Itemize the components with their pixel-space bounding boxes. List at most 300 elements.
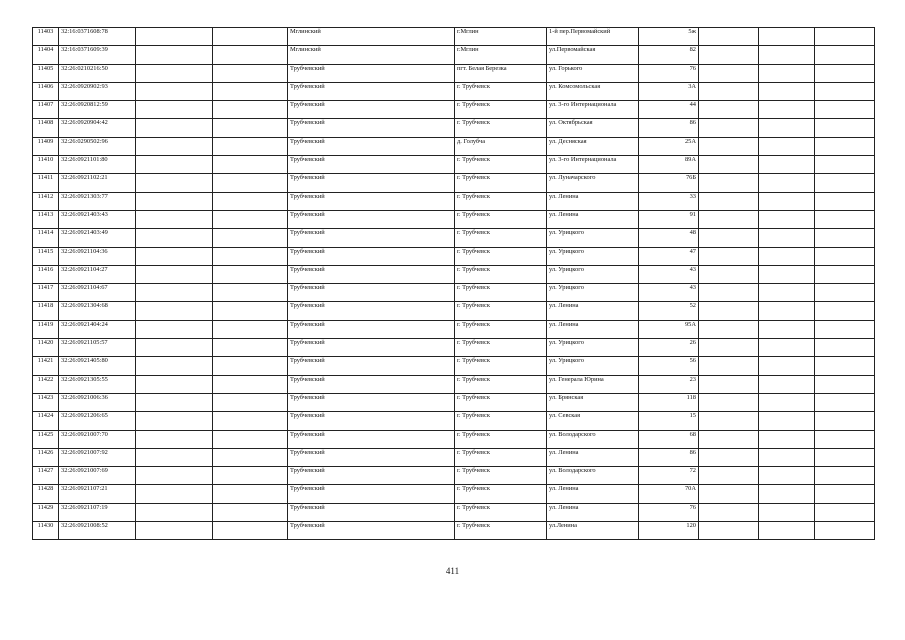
street-cell: ул. Ленина xyxy=(547,503,639,521)
empty-cell xyxy=(815,430,875,448)
table-row xyxy=(33,357,875,375)
district-cell: Мглинский xyxy=(288,28,455,46)
empty-cell xyxy=(136,302,213,320)
empty-cell xyxy=(136,28,213,46)
empty-cell xyxy=(699,28,759,46)
house-number-cell: 76 xyxy=(639,503,699,521)
table-row xyxy=(33,284,875,302)
settlement-cell: г. Трубчевск xyxy=(455,430,547,448)
house-number-cell: 43 xyxy=(639,265,699,283)
house-number-cell: 44 xyxy=(639,101,699,119)
empty-cell xyxy=(699,503,759,521)
empty-cell xyxy=(759,503,815,521)
table-row xyxy=(33,265,875,283)
empty-cell xyxy=(699,357,759,375)
table-row xyxy=(33,375,875,393)
district-cell: Трубчевский xyxy=(288,448,455,466)
empty-cell xyxy=(759,229,815,247)
empty-cell xyxy=(213,46,288,64)
street-cell: ул. Брянская xyxy=(547,393,639,411)
cadastral-number-cell: 32:26:0921104:36 xyxy=(59,247,136,265)
empty-cell xyxy=(815,503,875,521)
cadastral-number-cell: 32:26:0921007:70 xyxy=(59,430,136,448)
settlement-cell: г. Трубчевск xyxy=(455,357,547,375)
district-cell: Трубчевский xyxy=(288,393,455,411)
empty-cell xyxy=(136,265,213,283)
row-number-cell: 11418 xyxy=(33,302,59,320)
empty-cell xyxy=(213,192,288,210)
empty-cell xyxy=(213,156,288,174)
page-number: 411 xyxy=(445,566,460,576)
empty-cell xyxy=(815,64,875,82)
empty-cell xyxy=(815,412,875,430)
empty-cell xyxy=(213,229,288,247)
settlement-cell: г. Трубчевск xyxy=(455,265,547,283)
cadastral-number-cell: 32:26:0921101:80 xyxy=(59,156,136,174)
cadastral-number-cell: 32:26:0921007:69 xyxy=(59,467,136,485)
settlement-cell: г. Трубчевск xyxy=(455,393,547,411)
district-cell: Трубчевский xyxy=(288,467,455,485)
row-number-cell: 11422 xyxy=(33,375,59,393)
empty-cell xyxy=(815,28,875,46)
empty-cell xyxy=(759,192,815,210)
district-cell: Трубчевский xyxy=(288,64,455,82)
empty-cell xyxy=(136,101,213,119)
empty-cell xyxy=(759,320,815,338)
house-number-cell: 25А xyxy=(639,137,699,155)
empty-cell xyxy=(699,302,759,320)
house-number-cell: 86 xyxy=(639,119,699,137)
empty-cell xyxy=(136,375,213,393)
settlement-cell: г. Трубчевск xyxy=(455,119,547,137)
row-number-cell: 11419 xyxy=(33,320,59,338)
row-number-cell: 11412 xyxy=(33,192,59,210)
empty-cell xyxy=(699,156,759,174)
empty-cell xyxy=(699,430,759,448)
empty-cell xyxy=(759,375,815,393)
empty-cell xyxy=(759,64,815,82)
empty-cell xyxy=(815,393,875,411)
street-cell: ул. Десняская xyxy=(547,137,639,155)
empty-cell xyxy=(213,210,288,228)
row-number-cell: 11409 xyxy=(33,137,59,155)
cadastral-number-cell: 32:26:0921304:68 xyxy=(59,302,136,320)
settlement-cell: г. Трубчевск xyxy=(455,522,547,540)
district-cell: Трубчевский xyxy=(288,485,455,503)
empty-cell xyxy=(213,174,288,192)
empty-cell xyxy=(759,46,815,64)
row-number-cell: 11404 xyxy=(33,46,59,64)
street-cell: ул. Ленина xyxy=(547,448,639,466)
district-cell: Трубчевский xyxy=(288,137,455,155)
cadastral-number-cell: 32:26:0921403:49 xyxy=(59,229,136,247)
empty-cell xyxy=(699,137,759,155)
street-cell: ул. Комсомольская xyxy=(547,82,639,100)
row-number-cell: 11414 xyxy=(33,229,59,247)
district-cell: Трубчевский xyxy=(288,302,455,320)
settlement-cell: г. Трубчевск xyxy=(455,82,547,100)
house-number-cell: 118 xyxy=(639,393,699,411)
empty-cell xyxy=(759,393,815,411)
table-row xyxy=(33,448,875,466)
row-number-cell: 11425 xyxy=(33,430,59,448)
house-number-cell: 70А xyxy=(639,485,699,503)
cadastral-number-cell: 32:16:0371608:78 xyxy=(59,28,136,46)
house-number-cell: 47 xyxy=(639,247,699,265)
empty-cell xyxy=(759,284,815,302)
empty-cell xyxy=(815,174,875,192)
street-cell: ул. Урицкого xyxy=(547,229,639,247)
district-cell: Трубчевский xyxy=(288,357,455,375)
street-cell: ул. Ленина xyxy=(547,210,639,228)
empty-cell xyxy=(759,82,815,100)
empty-cell xyxy=(759,522,815,540)
house-number-cell: 120 xyxy=(639,522,699,540)
settlement-cell: г. Трубчевск xyxy=(455,375,547,393)
cadastral-number-cell: 32:26:0290502:96 xyxy=(59,137,136,155)
empty-cell xyxy=(815,320,875,338)
empty-cell xyxy=(213,485,288,503)
empty-cell xyxy=(699,247,759,265)
house-number-cell: 76Б xyxy=(639,174,699,192)
table-row xyxy=(33,467,875,485)
district-cell: Трубчевский xyxy=(288,430,455,448)
empty-cell xyxy=(136,320,213,338)
house-number-cell: 33 xyxy=(639,192,699,210)
settlement-cell: г.Мглин xyxy=(455,46,547,64)
street-cell: ул. Севская xyxy=(547,412,639,430)
row-number-cell: 11421 xyxy=(33,357,59,375)
empty-cell xyxy=(699,82,759,100)
property-table xyxy=(32,27,875,540)
district-cell: Трубчевский xyxy=(288,156,455,174)
settlement-cell: г. Трубчевск xyxy=(455,503,547,521)
settlement-cell: г. Трубчевск xyxy=(455,156,547,174)
house-number-cell: 43 xyxy=(639,284,699,302)
empty-cell xyxy=(213,28,288,46)
cadastral-number-cell: 32:26:0921206:65 xyxy=(59,412,136,430)
house-number-cell: 56 xyxy=(639,357,699,375)
empty-cell xyxy=(815,302,875,320)
table-row xyxy=(33,339,875,357)
street-cell: ул.Ленина xyxy=(547,522,639,540)
empty-cell xyxy=(213,137,288,155)
settlement-cell: г. Трубчевск xyxy=(455,320,547,338)
cadastral-number-cell: 32:26:0921104:67 xyxy=(59,284,136,302)
street-cell: ул. Ленина xyxy=(547,302,639,320)
empty-cell xyxy=(213,302,288,320)
empty-cell xyxy=(699,64,759,82)
cadastral-number-cell: 32:26:0920904:42 xyxy=(59,119,136,137)
table-body xyxy=(33,28,875,540)
empty-cell xyxy=(759,247,815,265)
empty-cell xyxy=(759,357,815,375)
empty-cell xyxy=(699,284,759,302)
table-row xyxy=(33,302,875,320)
empty-cell xyxy=(136,174,213,192)
district-cell: Трубчевский xyxy=(288,265,455,283)
table-row xyxy=(33,82,875,100)
street-cell: ул. Ленина xyxy=(547,320,639,338)
settlement-cell: г. Трубчевск xyxy=(455,192,547,210)
empty-cell xyxy=(699,339,759,357)
settlement-cell: г. Трубчевск xyxy=(455,101,547,119)
settlement-cell: г. Трубчевск xyxy=(455,485,547,503)
row-number-cell: 11429 xyxy=(33,503,59,521)
cadastral-number-cell: 32:26:0921104:27 xyxy=(59,265,136,283)
empty-cell xyxy=(699,522,759,540)
table-row xyxy=(33,393,875,411)
district-cell: Трубчевский xyxy=(288,339,455,357)
empty-cell xyxy=(213,412,288,430)
empty-cell xyxy=(136,485,213,503)
cadastral-number-cell: 32:26:0921405:80 xyxy=(59,357,136,375)
row-number-cell: 11405 xyxy=(33,64,59,82)
table-row xyxy=(33,320,875,338)
empty-cell xyxy=(759,156,815,174)
empty-cell xyxy=(136,247,213,265)
settlement-cell: г. Трубчевск xyxy=(455,284,547,302)
street-cell: ул. Урицкого xyxy=(547,247,639,265)
empty-cell xyxy=(759,210,815,228)
empty-cell xyxy=(213,430,288,448)
empty-cell xyxy=(136,448,213,466)
district-cell: Трубчевский xyxy=(288,174,455,192)
street-cell: ул. 3-го Интернационала xyxy=(547,156,639,174)
empty-cell xyxy=(213,320,288,338)
street-cell: 1-й пер.Первомайский xyxy=(547,28,639,46)
table-row xyxy=(33,64,875,82)
settlement-cell: д. Голубча xyxy=(455,137,547,155)
empty-cell xyxy=(759,448,815,466)
row-number-cell: 11430 xyxy=(33,522,59,540)
settlement-cell: г. Трубчевск xyxy=(455,229,547,247)
street-cell: ул. Ленина xyxy=(547,192,639,210)
row-number-cell: 11423 xyxy=(33,393,59,411)
empty-cell xyxy=(136,522,213,540)
empty-cell xyxy=(759,119,815,137)
house-number-cell: 89А xyxy=(639,156,699,174)
row-number-cell: 11415 xyxy=(33,247,59,265)
settlement-cell: г. Трубчевск xyxy=(455,174,547,192)
cadastral-number-cell: 32:26:0921006:36 xyxy=(59,393,136,411)
district-cell: Трубчевский xyxy=(288,210,455,228)
empty-cell xyxy=(759,467,815,485)
empty-cell xyxy=(699,320,759,338)
cadastral-number-cell: 32:26:0921105:57 xyxy=(59,339,136,357)
street-cell: ул. Урицкого xyxy=(547,265,639,283)
empty-cell xyxy=(213,503,288,521)
cadastral-number-cell: 32:26:0920902:93 xyxy=(59,82,136,100)
empty-cell xyxy=(759,430,815,448)
settlement-cell: г. Трубчевск xyxy=(455,412,547,430)
row-number-cell: 11413 xyxy=(33,210,59,228)
empty-cell xyxy=(699,265,759,283)
table-row xyxy=(33,503,875,521)
empty-cell xyxy=(815,210,875,228)
table-row xyxy=(33,412,875,430)
settlement-cell: г.Мглин xyxy=(455,28,547,46)
empty-cell xyxy=(759,302,815,320)
table-row xyxy=(33,522,875,540)
table-row xyxy=(33,101,875,119)
cadastral-number-cell: 32:26:0921107:19 xyxy=(59,503,136,521)
cadastral-number-cell: 32:26:0921403:43 xyxy=(59,210,136,228)
empty-cell xyxy=(213,522,288,540)
empty-cell xyxy=(213,393,288,411)
house-number-cell: 3А xyxy=(639,82,699,100)
street-cell: ул. Октябрьская xyxy=(547,119,639,137)
empty-cell xyxy=(815,339,875,357)
district-cell: Трубчевский xyxy=(288,229,455,247)
empty-cell xyxy=(699,101,759,119)
row-number-cell: 11420 xyxy=(33,339,59,357)
settlement-cell: г. Трубчевск xyxy=(455,339,547,357)
empty-cell xyxy=(699,448,759,466)
empty-cell xyxy=(213,467,288,485)
house-number-cell: 68 xyxy=(639,430,699,448)
row-number-cell: 11417 xyxy=(33,284,59,302)
house-number-cell: 23 xyxy=(639,375,699,393)
empty-cell xyxy=(213,82,288,100)
empty-cell xyxy=(699,174,759,192)
empty-cell xyxy=(699,119,759,137)
empty-cell xyxy=(759,412,815,430)
row-number-cell: 11427 xyxy=(33,467,59,485)
empty-cell xyxy=(815,156,875,174)
empty-cell xyxy=(213,265,288,283)
empty-cell xyxy=(136,229,213,247)
table-row xyxy=(33,192,875,210)
empty-cell xyxy=(759,28,815,46)
street-cell: ул. 3-го Интернационала xyxy=(547,101,639,119)
row-number-cell: 11416 xyxy=(33,265,59,283)
empty-cell xyxy=(815,229,875,247)
row-number-cell: 11407 xyxy=(33,101,59,119)
street-cell: ул. Володарского xyxy=(547,430,639,448)
empty-cell xyxy=(136,137,213,155)
district-cell: Трубчевский xyxy=(288,284,455,302)
table-row xyxy=(33,247,875,265)
table-row xyxy=(33,46,875,64)
empty-cell xyxy=(136,467,213,485)
empty-cell xyxy=(136,192,213,210)
house-number-cell: 76 xyxy=(639,64,699,82)
district-cell: Трубчевский xyxy=(288,522,455,540)
empty-cell xyxy=(699,375,759,393)
empty-cell xyxy=(699,192,759,210)
empty-cell xyxy=(699,485,759,503)
empty-cell xyxy=(136,210,213,228)
cadastral-number-cell: 32:26:0921305:55 xyxy=(59,375,136,393)
row-number-cell: 11406 xyxy=(33,82,59,100)
empty-cell xyxy=(699,210,759,228)
empty-cell xyxy=(213,101,288,119)
empty-cell xyxy=(815,101,875,119)
empty-cell xyxy=(213,64,288,82)
house-number-cell: 52 xyxy=(639,302,699,320)
empty-cell xyxy=(759,137,815,155)
cadastral-number-cell: 32:26:0921102:21 xyxy=(59,174,136,192)
empty-cell xyxy=(136,357,213,375)
row-number-cell: 11426 xyxy=(33,448,59,466)
empty-cell xyxy=(699,467,759,485)
empty-cell xyxy=(815,357,875,375)
house-number-cell: 26 xyxy=(639,339,699,357)
district-cell: Трубчевский xyxy=(288,320,455,338)
house-number-cell: 72 xyxy=(639,467,699,485)
empty-cell xyxy=(136,46,213,64)
empty-cell xyxy=(136,119,213,137)
cadastral-number-cell: 32:26:0921107:21 xyxy=(59,485,136,503)
empty-cell xyxy=(759,485,815,503)
empty-cell xyxy=(136,82,213,100)
table-row xyxy=(33,485,875,503)
empty-cell xyxy=(213,448,288,466)
district-cell: Трубчевский xyxy=(288,82,455,100)
table-row xyxy=(33,28,875,46)
row-number-cell: 11403 xyxy=(33,28,59,46)
empty-cell xyxy=(815,265,875,283)
row-number-cell: 11424 xyxy=(33,412,59,430)
empty-cell xyxy=(136,156,213,174)
empty-cell xyxy=(136,339,213,357)
row-number-cell: 11410 xyxy=(33,156,59,174)
table-row xyxy=(33,210,875,228)
empty-cell xyxy=(759,265,815,283)
row-number-cell: 11428 xyxy=(33,485,59,503)
street-cell: ул. Урицкого xyxy=(547,284,639,302)
empty-cell xyxy=(213,119,288,137)
row-number-cell: 11408 xyxy=(33,119,59,137)
street-cell: ул. Урицкого xyxy=(547,339,639,357)
district-cell: Трубчевский xyxy=(288,375,455,393)
district-cell: Трубчевский xyxy=(288,247,455,265)
street-cell: ул. Володарского xyxy=(547,467,639,485)
house-number-cell: 82 xyxy=(639,46,699,64)
empty-cell xyxy=(699,412,759,430)
empty-cell xyxy=(815,467,875,485)
empty-cell xyxy=(759,174,815,192)
settlement-cell: г. Трубчевск xyxy=(455,302,547,320)
house-number-cell: 5ж xyxy=(639,28,699,46)
settlement-cell: г. Трубчевск xyxy=(455,210,547,228)
table-row xyxy=(33,229,875,247)
cadastral-number-cell: 32:26:0210216:50 xyxy=(59,64,136,82)
cadastral-number-cell: 32:26:0921007:92 xyxy=(59,448,136,466)
street-cell: ул. Ленина xyxy=(547,485,639,503)
empty-cell xyxy=(213,375,288,393)
empty-cell xyxy=(815,448,875,466)
empty-cell xyxy=(136,64,213,82)
settlement-cell: г. Трубчевск xyxy=(455,467,547,485)
district-cell: Трубчевский xyxy=(288,192,455,210)
cadastral-number-cell: 32:26:0921404:24 xyxy=(59,320,136,338)
street-cell: ул.Первомайская xyxy=(547,46,639,64)
street-cell: ул. Генерала Юрина xyxy=(547,375,639,393)
empty-cell xyxy=(136,412,213,430)
district-cell: Мглинский xyxy=(288,46,455,64)
house-number-cell: 91 xyxy=(639,210,699,228)
empty-cell xyxy=(815,375,875,393)
empty-cell xyxy=(213,339,288,357)
empty-cell xyxy=(213,357,288,375)
empty-cell xyxy=(815,485,875,503)
empty-cell xyxy=(136,503,213,521)
empty-cell xyxy=(815,247,875,265)
house-number-cell: 48 xyxy=(639,229,699,247)
empty-cell xyxy=(213,284,288,302)
